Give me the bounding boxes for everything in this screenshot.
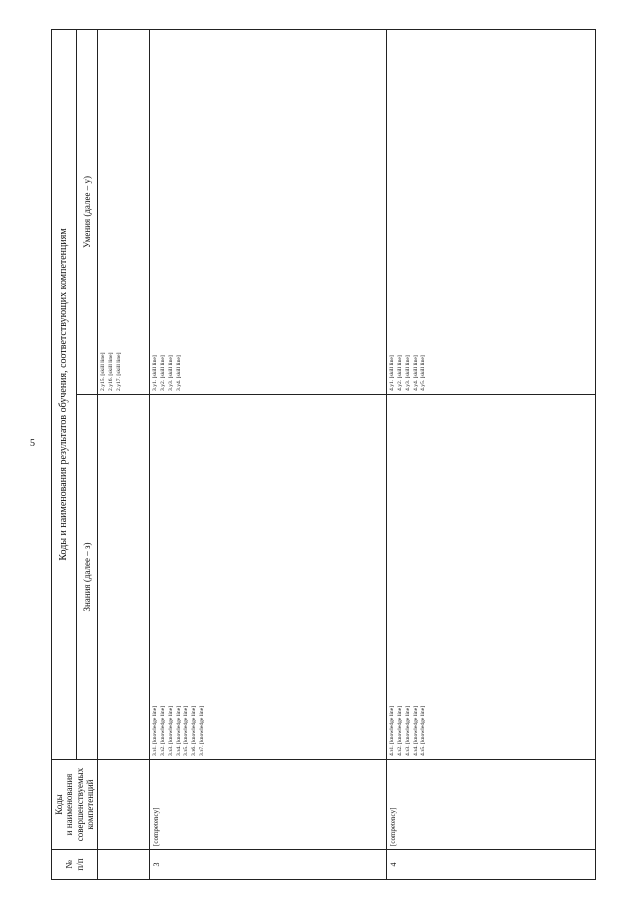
row-number: 4: [387, 850, 596, 880]
skills-cell: [150, 29, 387, 394]
skill-item: 2.у15. [skill line]: [100, 352, 107, 391]
knowledge-cell: [98, 395, 150, 760]
skills-cell: [387, 29, 596, 394]
knowledge-item: 4.з2. [knowledge line]: [397, 705, 404, 756]
knowledge-item: 4.з3. [knowledge line]: [404, 705, 411, 756]
col-results-header: Коды и наименования результатов обучения, соответствующих компетенциям: [52, 29, 77, 759]
skill-item: 2.у17. [skill line]: [115, 352, 122, 391]
table-row: [150, 29, 387, 879]
rotated-table-container: [51, 30, 596, 880]
skill-item: 3.у4. [skill line]: [175, 355, 182, 391]
knowledge-item: 3.з2. [knowledge line]: [160, 705, 167, 756]
knowledge-item: 3.з3. [knowledge line]: [167, 705, 174, 756]
col-num-header: № п/п: [52, 850, 98, 880]
knowledge-cell: [150, 395, 387, 760]
knowledge-item: 4.з1. [knowledge line]: [389, 705, 396, 756]
skill-item: 2.у16. [skill line]: [108, 352, 115, 391]
knowledge-item: 4.з4. [knowledge line]: [412, 705, 419, 756]
table-row: [387, 29, 596, 879]
competency-cell: [98, 760, 150, 850]
col-competency-header: Коды и наименования совершенствуемых компетенций: [52, 760, 98, 850]
knowledge-item: 3.з6. [knowledge line]: [190, 705, 197, 756]
skill-item: 4.у2. [skill line]: [397, 355, 404, 391]
header-row: [52, 29, 77, 879]
skill-item: 4.у4. [skill line]: [412, 355, 419, 391]
knowledge-item: 3.з4. [knowledge line]: [175, 705, 182, 756]
knowledge-item: 3.з7. [knowledge line]: [198, 705, 205, 756]
competency-cell: [competency]: [150, 760, 387, 850]
skill-item: 4.у1. [skill line]: [389, 355, 396, 391]
col-knowledge-header: Знания (далее – з): [76, 395, 98, 760]
row-number: 3: [150, 850, 387, 880]
skills-cell: [98, 29, 150, 394]
table-row: [98, 29, 150, 879]
row-number: [98, 850, 150, 880]
skill-item: 4.у3. [skill line]: [404, 355, 411, 391]
skill-item: 4.у5. [skill line]: [420, 355, 427, 391]
skill-item: 3.у1. [skill line]: [152, 355, 159, 391]
knowledge-item: 4.з5. [knowledge line]: [420, 705, 427, 756]
skill-item: 3.у3. [skill line]: [167, 355, 174, 391]
col-skills-header: Умения (далее – у): [76, 29, 98, 394]
skill-item: 3.у2. [skill line]: [160, 355, 167, 391]
knowledge-cell: [387, 395, 596, 760]
knowledge-item: 3.з5. [knowledge line]: [183, 705, 190, 756]
competency-table: [51, 29, 596, 880]
subheader-row: [76, 29, 98, 879]
knowledge-item: 3.з1. [knowledge line]: [152, 705, 159, 756]
competency-cell: [competency]: [387, 760, 596, 850]
page-number: 5: [30, 438, 35, 449]
